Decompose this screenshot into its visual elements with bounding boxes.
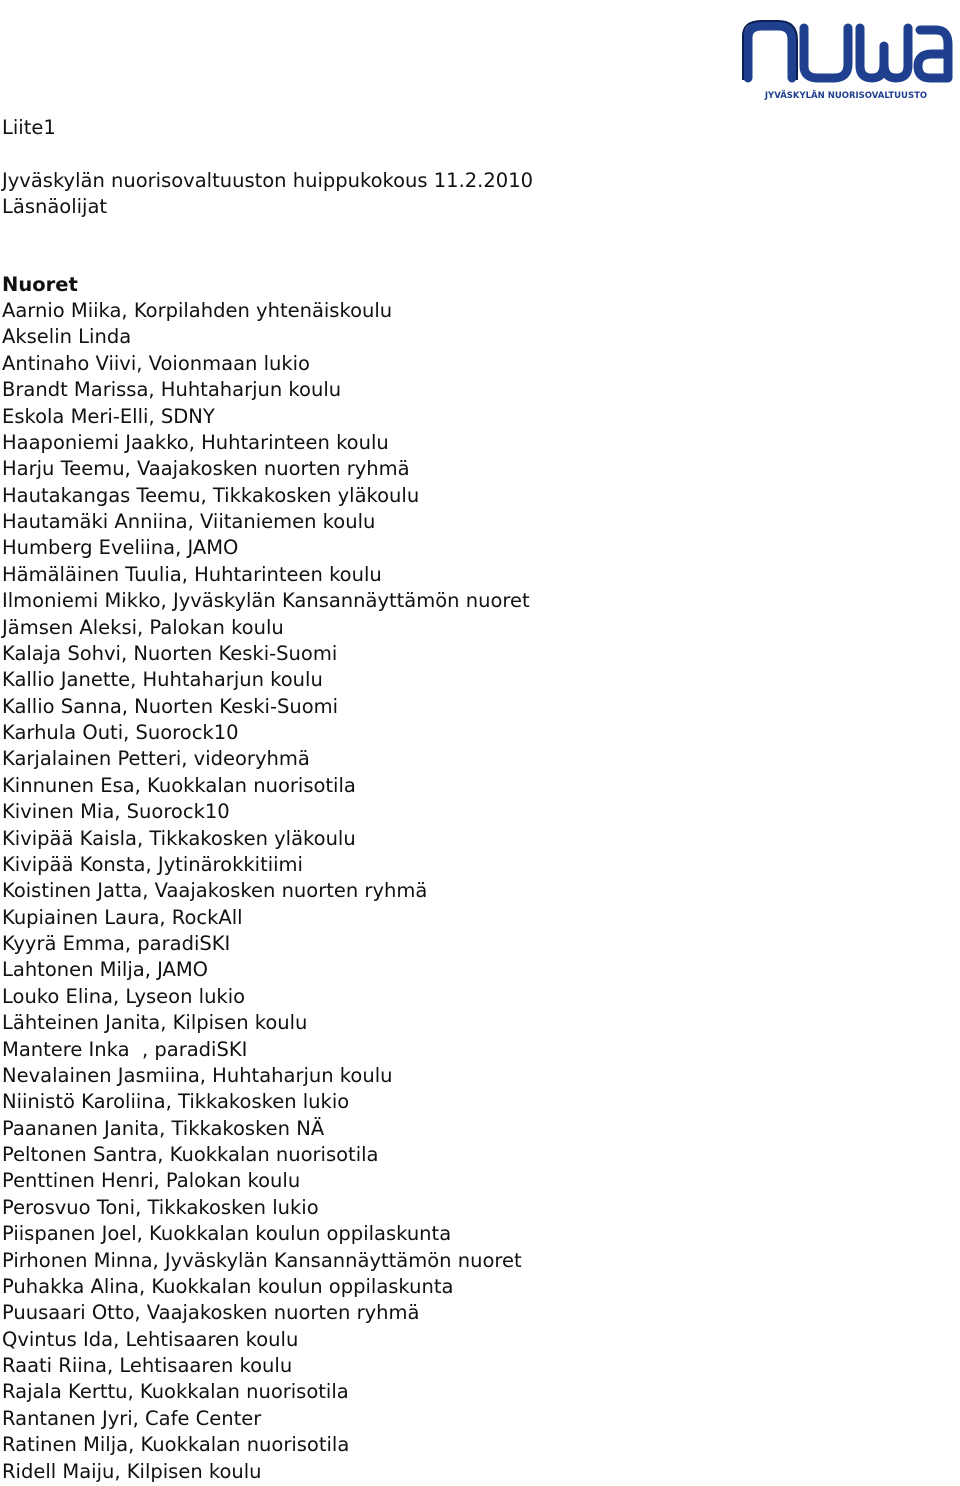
- list-item: Mantere Inka , paradiSKI: [2, 1037, 248, 1061]
- section-heading: Nuoret: [2, 273, 78, 296]
- list-item: Kyyrä Emma, paradiSKI: [2, 932, 231, 955]
- list-item: Puusaari Otto, Vaajakosken nuorten ryhmä: [2, 1301, 420, 1325]
- list-item: Lahtonen Milja, JAMO: [2, 958, 209, 982]
- list-item: Brandt Marissa, Huhtaharjun koulu: [2, 378, 342, 402]
- appendix-label: Liite1: [2, 116, 56, 139]
- list-item: Kallio Sanna, Nuorten Keski-Suomi: [2, 694, 339, 718]
- list-item: Hautamäki Anniina, Viitaniemen koulu: [2, 510, 376, 533]
- list-item: Ridell Maiju, Kilpisen koulu: [2, 1459, 262, 1483]
- list-item: Ilmoniemi Mikko, Jyväskylän Kansannäyttämön nuoret: [2, 589, 530, 613]
- list-item: Penttinen Henri, Palokan koulu: [2, 1169, 301, 1193]
- list-item: Karhula Outi, Suorock10: [2, 721, 239, 744]
- list-item: Karjalainen Petteri, videoryhmä: [2, 747, 310, 771]
- list-item: Ratinen Milja, Kuokkalan nuorisotila: [2, 1433, 350, 1457]
- list-item: Nevalainen Jasmiina, Huhtaharjun koulu: [2, 1063, 393, 1087]
- nuva-logo: [738, 16, 954, 104]
- list-item: Pirhonen Minna, Jyväskylän Kansannäyttämön nuoret: [2, 1248, 522, 1272]
- list-item: Eskola Meri-Elli, SDNY: [2, 404, 215, 428]
- list-item: Kivipää Kaisla, Tikkakosken yläkoulu: [2, 826, 356, 850]
- list-item: Haaponiemi Jaakko, Huhtarinteen koulu: [2, 430, 389, 454]
- list-item: Akselin Linda: [2, 325, 132, 349]
- list-item: Kinnunen Esa, Kuokkalan nuorisotila: [2, 773, 356, 797]
- list-item: Kivinen Mia, Suorock10: [2, 800, 230, 824]
- logo-caption: JYVÄSKYLÄN NUORISOVALTUUSTO: [764, 91, 928, 101]
- list-item: Hämäläinen Tuulia, Huhtarinteen koulu: [2, 562, 382, 586]
- list-item: Niinistö Karoliina, Tikkakosken lukio: [2, 1090, 350, 1114]
- list-item: Koistinen Jatta, Vaajakosken nuorten ryhmä: [2, 879, 428, 903]
- list-item: Kivipää Konsta, Jytinärokkitiimi: [2, 852, 303, 876]
- list-item: Jämsen Aleksi, Palokan koulu: [2, 615, 284, 639]
- list-item: Kalaja Sohvi, Nuorten Keski-Suomi: [2, 641, 338, 665]
- list-item: Antinaho Viivi, Voionmaan lukio: [2, 351, 310, 375]
- list-item: Aarnio Miika, Korpilahden yhtenäiskoulu: [2, 299, 393, 322]
- list-item: Kallio Janette, Huhtaharjun koulu: [2, 668, 323, 692]
- list-item: Harju Teemu, Vaajakosken nuorten ryhmä: [2, 457, 410, 481]
- list-item: Humberg Eveliina, JAMO: [2, 536, 239, 560]
- list-item: Lähteinen Janita, Kilpisen koulu: [2, 1011, 308, 1035]
- list-item: Qvintus Ida, Lehtisaaren koulu: [2, 1327, 299, 1351]
- meeting-title: Jyväskylän nuorisovaltuuston huippukokous 11.2.2010: [2, 169, 534, 192]
- list-item: Hautakangas Teemu, Tikkakosken yläkoulu: [2, 483, 420, 507]
- list-item: Louko Elina, Lyseon lukio: [2, 984, 246, 1008]
- list-item: Kupiainen Laura, RockAll: [2, 905, 243, 929]
- list-item: Puhakka Alina, Kuokkalan koulun oppilaskunta: [2, 1274, 454, 1298]
- list-item: Perosvuo Toni, Tikkakosken lukio: [2, 1195, 319, 1219]
- list-item: Peltonen Santra, Kuokkalan nuorisotila: [2, 1143, 379, 1166]
- list-item: Rantanen Jyri, Cafe Center: [2, 1406, 262, 1430]
- list-item: Raati Riina, Lehtisaaren koulu: [2, 1354, 293, 1377]
- list-item: Paananen Janita, Tikkakosken NÄ: [2, 1116, 325, 1140]
- list-item: Piispanen Joel, Kuokkalan koulun oppilaskunta: [2, 1222, 452, 1246]
- list-item: Rajala Kerttu, Kuokkalan nuorisotila: [2, 1380, 349, 1404]
- attendees-label: Läsnäolijat: [2, 195, 108, 218]
- attendee-list: [2, 298, 530, 1485]
